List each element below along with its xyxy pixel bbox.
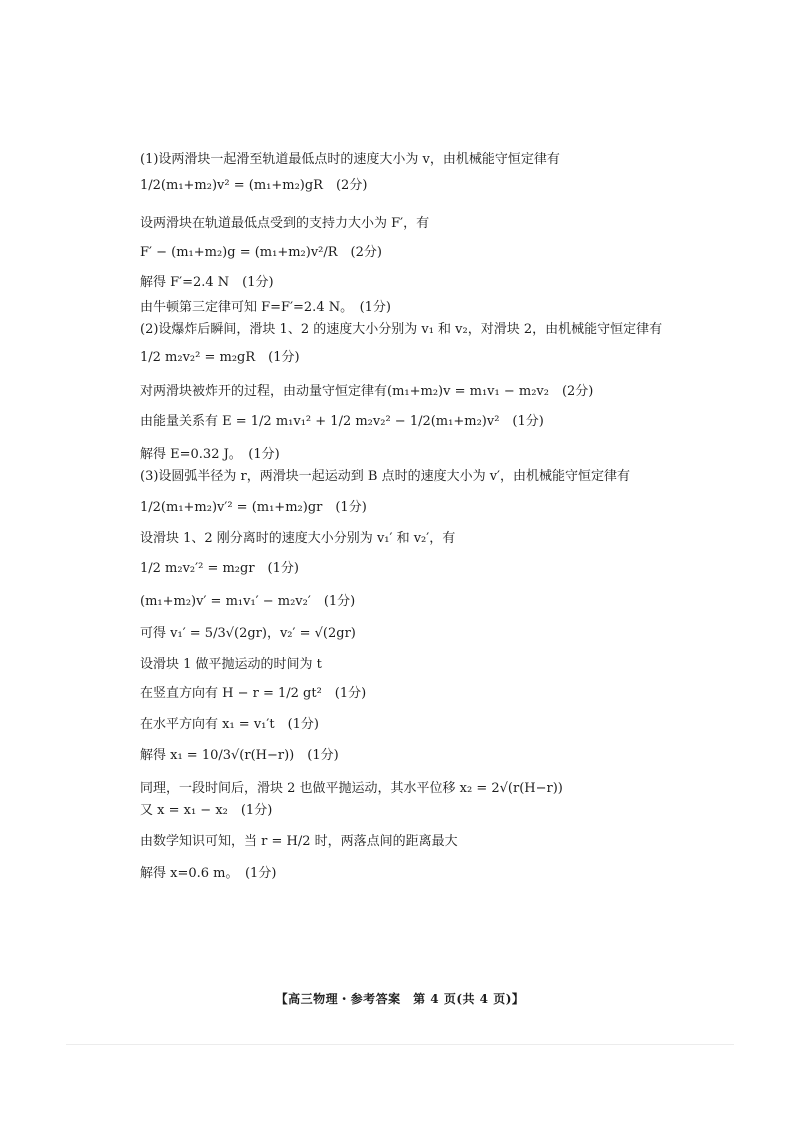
equation-line: F′ − (m₁+m₂)g = (m₁+m₂)v²/R (2分) (140, 245, 382, 260)
equation-line: 又 x = x₁ − x₂ (1分) (140, 803, 273, 818)
text-line: (3)设圆弧半径为 r，两滑块一起运动到 B 点时的速度大小为 v′，由机械能守恒定律有 (140, 469, 631, 484)
equation-line: 在竖直方向有 H − r = 1/2 gt² (1分) (140, 686, 367, 701)
text-line: 同理，一段时间后，滑块 2 也做平抛运动，其水平位移 x₂ = 2√(r(H−r)) (140, 781, 563, 796)
page-footer: 【高三物理・参考答案 第 4 页(共 4 页)】 (275, 992, 525, 1006)
equation-line: 1/2 m₂v₂′² = m₂gr (1分) (140, 561, 299, 576)
text-line: 设两滑块在轨道最低点受到的支持力大小为 F′，有 (140, 216, 430, 231)
equation-line: 在水平方向有 x₁ = v₁′t (1分) (140, 717, 319, 732)
text-line: 设滑块 1 做平抛运动的时间为 t (140, 657, 322, 672)
text-line: 由数学知识可知，当 r = H/2 时，两落点间的距离最大 (140, 834, 458, 849)
equation-line: 解得 x₁ = 10/3√(r(H−r)) (1分) (140, 748, 339, 763)
text-line: 解得 x=0.6 m。 (1分) (140, 866, 277, 881)
text-line: (1)设两滑块一起滑至轨道最低点时的速度大小为 v，由机械能守恒定律有 (140, 152, 560, 167)
bottom-divider (66, 1044, 734, 1045)
text-line: 由牛顿第三定律可知 F=F′=2.4 N。 (1分) (140, 300, 392, 315)
equation-line: 1/2(m₁+m₂)v² = (m₁+m₂)gR (2分) (140, 178, 368, 193)
equation-line: (m₁+m₂)v′ = m₁v₁′ − m₂v₂′ (1分) (140, 594, 356, 609)
text-line: 解得 E=0.32 J。 (1分) (140, 447, 280, 462)
text-line: 设滑块 1、2 刚分离时的速度大小分别为 v₁′ 和 v₂′，有 (140, 531, 456, 546)
text-line: 解得 F′=2.4 N (1分) (140, 275, 274, 290)
equation-line: 由能量关系有 E = 1/2 m₁v₁² + 1/2 m₂v₂² − 1/2(m₁+m₂)v² (1分) (140, 414, 544, 429)
text-line: 对两滑块被炸开的过程，由动量守恒定律有(m₁+m₂)v = m₁v₁ − m₂v₂ (2分) (140, 384, 594, 399)
equation-line: 可得 v₁′ = 5/3√(2gr)，v₂′ = √(2gr) (140, 626, 356, 641)
text-line: (2)设爆炸后瞬间，滑块 1、2 的速度大小分别为 v₁ 和 v₂，对滑块 2，由机械能守恒定律有 (140, 322, 663, 337)
equation-line: 1/2 m₂v₂² = m₂gR (1分) (140, 350, 300, 365)
equation-line: 1/2(m₁+m₂)v′² = (m₁+m₂)gr (1分) (140, 500, 367, 515)
